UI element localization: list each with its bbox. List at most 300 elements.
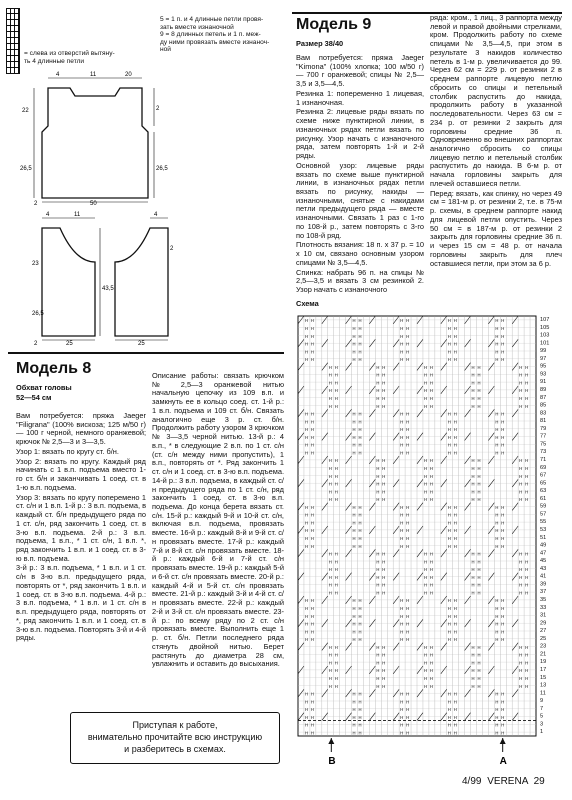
stitch-symbol: H [429, 403, 433, 409]
stitch-symbol: H [495, 419, 499, 425]
model9-column-1 [296, 54, 424, 296]
stitch-symbol: H [304, 427, 308, 433]
stitch-symbol: H [495, 621, 499, 627]
stitch-symbol: H [310, 629, 314, 635]
stitch-symbol: H [495, 699, 499, 705]
stitch-symbol: H [382, 644, 386, 650]
stitch-symbol: H [423, 396, 427, 401]
stitch-symbol: H [328, 660, 332, 666]
stitch-symbol: H [447, 707, 451, 713]
stitch-symbol: H [447, 629, 451, 635]
stitch-symbol: H [519, 458, 523, 464]
stitch-symbol: H [453, 730, 457, 736]
stitch-symbol: H [304, 450, 308, 456]
stitch-symbol: H [495, 637, 499, 643]
stitch-symbol: H [352, 707, 356, 713]
stitch-symbol: H [334, 567, 338, 573]
stitch-symbol: H [310, 606, 314, 611]
stitch-symbol: H [429, 590, 433, 596]
stitch-symbol: H [471, 466, 475, 471]
stitch-symbol: H [310, 699, 314, 705]
stitch-symbol: H [382, 590, 386, 596]
stitch-symbol: H [471, 676, 475, 681]
stitch-symbol: H [376, 676, 380, 681]
stitch-symbol: H [334, 388, 338, 394]
stitch-symbol: H [501, 707, 505, 713]
stitch-symbol: H [519, 380, 523, 386]
stitch-symbol: H [447, 318, 451, 324]
stitch-symbol: H [358, 528, 362, 534]
stitch-symbol: H [310, 341, 314, 347]
stitch-symbol: H [406, 613, 410, 619]
stitch-symbol: H [423, 567, 427, 573]
stitch-symbol: H [352, 434, 356, 440]
stitch-symbol: H [525, 644, 529, 650]
stitch-symbol: H [382, 497, 386, 503]
stitch-symbol: H [352, 691, 356, 697]
stitch-symbol: H [495, 528, 499, 534]
stitch-symbol: H [304, 606, 308, 611]
stitch-symbol: H [423, 388, 427, 394]
dim-label: 43,5 [102, 286, 114, 292]
note-line: ть 4 длинные петли [24, 57, 85, 65]
stitch-symbol: H [382, 559, 386, 565]
stitch-symbol: H [400, 629, 404, 635]
stitch-symbol: H [334, 644, 338, 650]
stitch-symbol: H [495, 411, 499, 417]
stitch-symbol: H [352, 543, 356, 549]
paragraph: Вам потребуется: пряжа Jaeger "Kimona" (100% хлопка; 100 м/50 г) — 700 г оранжевой; спицы № 2,5—3,5 и 3,5—4,5. [296, 53, 424, 89]
dim-label: 11 [74, 212, 81, 218]
stitch-symbol: H [406, 598, 410, 604]
dim-label: 11 [90, 72, 97, 78]
stitch-symbol: H [447, 730, 451, 736]
stitch-symbol: H [429, 458, 433, 464]
stitch-symbol: H [406, 621, 410, 627]
stitch-symbol: H [352, 730, 356, 736]
row-number: 77 [540, 433, 547, 440]
note-line: ной [160, 46, 171, 54]
stitch-symbol: H [519, 676, 523, 681]
stitch-symbol: H [310, 714, 314, 720]
stitch-symbol: H [471, 364, 475, 370]
stitch-symbol: H [358, 411, 362, 417]
stitch-symbol: H [382, 466, 386, 471]
stitch-symbol: H [352, 504, 356, 510]
stitch-symbol: H [429, 473, 433, 479]
stitch-symbol: H [358, 629, 362, 635]
stitch-symbol: H [429, 676, 433, 681]
arrow-a-label: A [499, 756, 507, 767]
stitch-symbol: H [447, 520, 451, 526]
stitch-symbol: H [400, 722, 404, 728]
stitch-symbol: H [310, 536, 314, 541]
stitch-symbol: H [477, 551, 481, 557]
stitch-symbol: H [429, 668, 433, 674]
stitch-symbol: H [334, 683, 338, 689]
stitch-symbol: H [519, 652, 523, 658]
stitch-symbol: H [501, 341, 505, 347]
stitch-symbol: H [358, 341, 362, 347]
row-number: 27 [540, 628, 547, 635]
stitch-symbol: H [495, 450, 499, 456]
stitch-symbol: H [334, 582, 338, 588]
stitch-symbol: H [310, 434, 314, 440]
stitch-symbol: H [328, 574, 332, 580]
stitch-symbol: H [352, 333, 356, 339]
stitch-symbol: H [304, 730, 308, 736]
stitch-symbol: H [304, 349, 308, 355]
stitch-symbol: H [447, 450, 451, 456]
dim-label: 2 [156, 106, 160, 112]
stitch-symbol: H [400, 442, 404, 448]
stitch-symbol: H [477, 380, 481, 386]
row-number: 43 [540, 565, 547, 572]
stitch-symbol: H [310, 318, 314, 324]
stitch-symbol: H [501, 637, 505, 643]
stitch-symbol: H [447, 504, 451, 510]
stitch-symbol: H [525, 559, 529, 565]
stitch-symbol: H [406, 629, 410, 635]
stitch-symbol: H [495, 333, 499, 339]
paragraph: Плотность вязания: 18 п. х 37 р. = 10 х 10 см, связано основным узором спицами № 3,5—4,5. [296, 240, 424, 267]
row-number: 85 [540, 402, 547, 409]
stitch-symbol: H [501, 427, 505, 433]
stitch-symbol: H [501, 512, 505, 518]
row-number: 51 [540, 534, 547, 541]
stitch-symbol: H [519, 466, 523, 471]
stitch-symbol: H [453, 318, 457, 324]
stitch-symbol: H [358, 442, 362, 448]
stitch-symbol: H [525, 590, 529, 596]
stitch-symbol: H [406, 536, 410, 541]
stitch-symbol: H [382, 567, 386, 573]
row-number: 33 [540, 604, 547, 611]
stitch-symbol: H [358, 326, 362, 331]
dim-label: 2 [34, 341, 38, 347]
stitch-symbol: H [447, 528, 451, 534]
model9-title: Модель 9 [296, 16, 372, 33]
stitch-symbol: H [358, 450, 362, 456]
row-number: 67 [540, 472, 547, 479]
stitch-symbol: H [447, 434, 451, 440]
stitch-symbol: H [304, 520, 308, 526]
paragraph: Узор 3: вязать по кругу поперемено 1 ст. с/н и 1 в.п. 1-й р.: 3 в.п. подъема, в каждый ст. б/н предыдущего ряда по 1 ст. с/н, ряд закончить 1 соед. ст. в 3-ю в.п. подъема. 2-й р.: 3 в.п. подъема, 1 в.п., * 1 ст. с/н, 1 в.п. *, ряд закончить 1 в.п. и 1 соед. ст. в 3-ю в.п. подъема. [16, 492, 147, 563]
dim-label: 2 [34, 201, 38, 207]
stitch-symbol: H [453, 349, 457, 355]
stitch-symbol: H [495, 512, 499, 518]
stitch-symbol: H [447, 341, 451, 347]
paragraph: Узор 1: вязать по кругу ст. б/н. [16, 446, 119, 456]
stitch-symbol: H [477, 668, 481, 674]
stitch-symbol: H [334, 574, 338, 580]
stitch-symbol: H [525, 481, 529, 487]
stitch-symbol: H [382, 458, 386, 464]
stitch-symbol: H [352, 598, 356, 604]
stitch-symbol: H [495, 543, 499, 549]
stitch-symbol: H [376, 551, 380, 557]
stitch-symbol: H [495, 691, 499, 697]
stitch-symbol: H [304, 707, 308, 713]
stitch-symbol: H [358, 520, 362, 526]
stitch-symbol: H [400, 543, 404, 549]
stitch-symbol: H [304, 543, 308, 549]
stitch-symbol: H [453, 512, 457, 518]
stitch-symbol: H [406, 707, 410, 713]
row-number: 21 [540, 651, 547, 658]
stitch-symbol: H [328, 652, 332, 658]
stitch-symbol: H [310, 357, 314, 363]
stitch-symbol: H [304, 613, 308, 619]
stitch-symbol: H [310, 528, 314, 534]
stitch-symbol: H [501, 419, 505, 425]
stitch-symbol: H [477, 396, 481, 401]
stitch-symbol: H [328, 567, 332, 573]
stitch-symbol: H [376, 403, 380, 409]
stitch-symbol: H [376, 652, 380, 658]
stitch-symbol: H [310, 442, 314, 448]
row-number: 101 [540, 340, 550, 347]
dim-label: 4 [56, 72, 60, 78]
stitch-symbol: H [328, 388, 332, 394]
stitch-symbol: H [328, 676, 332, 681]
stitch-symbol: H [358, 598, 362, 604]
stitch-symbol: H [328, 683, 332, 689]
stitch-symbol: H [477, 403, 481, 409]
stitch-symbol: H [501, 411, 505, 417]
stitch-symbol: H [304, 691, 308, 697]
stitch-symbol: H [310, 450, 314, 456]
stitch-symbol: H [525, 497, 529, 503]
dim-label: 26,5 [32, 311, 44, 317]
row-number: 73 [540, 449, 547, 456]
stitch-symbol: H [453, 357, 457, 363]
stitch-symbol: H [304, 333, 308, 339]
stitch-symbol: H [477, 466, 481, 471]
stitch-symbol: H [334, 497, 338, 503]
stitch-symbol: H [519, 489, 523, 495]
row-number: 59 [540, 503, 547, 510]
stitch-symbol: H [400, 357, 404, 363]
stitch-symbol: H [525, 551, 529, 557]
stitch-symbol: H [352, 613, 356, 619]
stitch-symbol: H [453, 722, 457, 728]
dim-label: 50 [90, 201, 97, 207]
stitch-symbol: H [310, 427, 314, 433]
stitch-symbol: H [519, 388, 523, 394]
row-number: 37 [540, 589, 547, 596]
stitch-symbol: H [376, 458, 380, 464]
stitch-symbol: H [519, 683, 523, 689]
stitch-symbol: H [400, 613, 404, 619]
stitch-symbol: H [382, 489, 386, 495]
stitch-symbol: H [328, 668, 332, 674]
stitch-symbol: H [358, 357, 362, 363]
stitch-symbol: H [495, 629, 499, 635]
stitch-symbol: H [406, 318, 410, 324]
stitch-symbol: H [525, 364, 529, 370]
row-number: 99 [540, 348, 547, 355]
stitch-symbol: H [477, 458, 481, 464]
stitch-symbol: H [429, 582, 433, 588]
dim-label: 4 [154, 212, 158, 218]
stitch-symbol: H [423, 458, 427, 464]
stitch-symbol: H [382, 551, 386, 557]
stitch-symbol: H [334, 396, 338, 401]
stitch-symbol: H [334, 380, 338, 386]
stitch-symbol: H [423, 582, 427, 588]
stitch-symbol: H [406, 450, 410, 456]
stitch-symbol: H [406, 442, 410, 448]
stitch-symbol: H [358, 333, 362, 339]
stitch-symbol: H [423, 466, 427, 471]
stitch-symbol: H [495, 598, 499, 604]
row-number: 31 [540, 612, 547, 619]
note-line: 9 = 8 длинных петель и 1 п. меж- [160, 31, 261, 39]
knitting-scheme [294, 312, 562, 772]
stitch-symbol: H [406, 341, 410, 347]
stitch-symbol: H [525, 473, 529, 479]
stitch-symbol: H [423, 481, 427, 487]
stitch-symbol: H [304, 629, 308, 635]
stitch-symbol: H [495, 606, 499, 611]
paragraph: Перед: вязать, как спинку, но через 49 см = 181-м р. от резинки 2, т.е. в 75-м р. схемы, в среднем раппорте накид для лицевой петли опустить. Через 50 см = в 187-м р. от резинки 2 закрыть для горловины средние 36 п. и через 15 см = 48 р. от начала горловины закрыть для плеч оставшиеся петли, при этом за 6 р. [430, 188, 562, 268]
stitch-symbol: H [453, 411, 457, 417]
stitch-symbol: H [471, 652, 475, 658]
stitch-symbol: H [447, 613, 451, 619]
stitch-symbol: H [304, 326, 308, 331]
stitch-symbol: H [406, 504, 410, 510]
stitch-symbol: H [447, 442, 451, 448]
stitch-symbol: H [406, 333, 410, 339]
stitch-symbol: H [334, 590, 338, 596]
stitch-symbol: H [471, 372, 475, 378]
stitch-symbol: H [525, 372, 529, 378]
stitch-symbol: H [429, 372, 433, 378]
row-number: 93 [540, 371, 547, 378]
stitch-symbol: H [352, 621, 356, 627]
stitch-symbol: H [376, 380, 380, 386]
stitch-symbol: H [525, 466, 529, 471]
stitch-symbol: H [429, 559, 433, 565]
stitch-symbol: H [376, 372, 380, 378]
row-number: 41 [540, 573, 547, 580]
stitch-symbol: H [310, 730, 314, 736]
stitch-symbol: H [447, 349, 451, 355]
row-number: 15 [540, 674, 547, 681]
paragraph: Описание работы: связать крючком № 2,5—3 оранжевой нитью начальную цепочку из 109 в.п. и замкнуть ее в кольцо соед. ст. 1-й р.: 1 в.п. подъема и 109 ст. б/н. Связать аналогично еще 3 р. ст. б/н. Продолжить работу узором 3 крючком № 3—3,5 черной нитью. 13-й р.: 4 в.п., * в следующие 2 в.п. по 1 ст. с/н (ст. с/н между ними пропустить), 1 в.п., повторять от *. Ряд закончить 1 ст. с/н и 1 соед. ст. в 3-ю в.п. подъема. 14-й р.: 3 в.п. подъема, в каждый ст. с/н предыдущего ряда по 1 ст. с/н, ряд закончить 1 соед. ст. в 3-ю в.п. подъема. До конца берета вязать ст. с/н. 15-й р.: каждый 9-й и 10-й ст. с/н, включая в.п. подъема, провязать вместе. 16-й р.: каждый 8-й и 9-й ст. с/н провязать вместе. 17-й р.: каждый 7-й и 8-й ст. с/н провязать вместе. 18-й р.: каждый 6-й и 7-й ст. с/н провязать вместе. 19-й р.: каждый 5-й и 6-й ст. с/н провязать вместе. 20-й р.: каждый 4-й и 5-й ст. с/н провязать вместе. 21-й р.: каждый 3-й и 4-й ст. с/н провязать вместе. 22-й р.: каждый 2-й и 3-й ст. с/н провязать вместе. 23-й р.: по всему ряду по 2 ст. с/н провязать вместе. Выполнить еще 1 р. ст. б/н. Петли последнего ряда стянуть двойной нитью. Берет растянуть до диаметра 28 см, увлажнить и оставить до высыхания. [152, 371, 284, 669]
stitch-symbol: H [310, 691, 314, 697]
row-number: 49 [540, 542, 547, 549]
stitch-symbol: H [447, 427, 451, 433]
note-arrow [24, 50, 144, 65]
stitch-symbol: H [358, 714, 362, 720]
stitch-symbol: H [501, 621, 505, 627]
row-number: 35 [540, 597, 547, 603]
stitch-symbol: H [376, 660, 380, 666]
stitch-symbol: H [352, 419, 356, 425]
page-footer [462, 776, 545, 787]
stitch-symbol: H [447, 598, 451, 604]
stitch-symbol: H [334, 473, 338, 479]
note-line: = слева из отверстий вытяну- [24, 50, 115, 57]
stitch-symbol: H [501, 349, 505, 355]
stitch-symbol: H [328, 364, 332, 370]
stitch-symbol: H [352, 536, 356, 541]
stitch-symbol: H [334, 489, 338, 495]
stitch-symbol: H [519, 551, 523, 557]
dim-label: 20 [125, 72, 132, 78]
stitch-symbol: H [352, 357, 356, 363]
stitch-symbol: H [334, 458, 338, 464]
dim-label: 2 [170, 246, 174, 252]
stitch-symbol: H [525, 567, 529, 573]
divider [8, 352, 284, 354]
stitch-symbol: H [406, 528, 410, 534]
stitch-symbol: H [429, 652, 433, 658]
stitch-symbol: H [400, 536, 404, 541]
stitch-symbol: H [471, 396, 475, 401]
stitch-symbol: H [328, 489, 332, 495]
stitch-symbol: H [495, 714, 499, 720]
stitch-symbol: H [310, 613, 314, 619]
stitch-symbol: H [376, 466, 380, 471]
stitch-symbol: H [429, 644, 433, 650]
stitch-symbol: H [501, 691, 505, 697]
stitch-symbol: H [328, 559, 332, 565]
arrow-b-label: B [328, 756, 336, 767]
stitch-symbol: H [304, 637, 308, 643]
row-number: 87 [540, 394, 547, 401]
stitch-symbol: H [447, 419, 451, 425]
stitch-symbol: H [453, 341, 457, 347]
dim-label: 25 [138, 341, 145, 347]
stitch-symbol: H [358, 637, 362, 643]
stitch-symbol: H [400, 411, 404, 417]
stitch-symbol: H [358, 427, 362, 433]
stitch-symbol: H [519, 559, 523, 565]
stitch-symbol: H [328, 396, 332, 401]
stitch-symbol: H [376, 668, 380, 674]
stitch-symbol: H [382, 403, 386, 409]
stitch-symbol: H [352, 520, 356, 526]
stitch-symbol: H [495, 722, 499, 728]
stitch-symbol: H [453, 613, 457, 619]
arrow-b-icon [328, 738, 334, 744]
stitch-symbol: H [310, 411, 314, 417]
stitch-symbol: H [358, 621, 362, 627]
stitch-symbol: H [429, 683, 433, 689]
row-number: 57 [540, 511, 547, 518]
stitch-symbol: H [453, 504, 457, 510]
stitch-symbol: H [328, 481, 332, 487]
stitch-symbol: H [358, 707, 362, 713]
stitch-symbol: H [382, 380, 386, 386]
stitch-symbol: H [519, 644, 523, 650]
stitch-symbol: H [310, 512, 314, 518]
stitch-symbol: H [400, 512, 404, 518]
stitch-symbol: H [358, 606, 362, 611]
paragraph: ряда: кром., 1 лиц., 3 раппорта между левой и правой двойными стрелками, кром. Продолжить работу по схеме спицами № 3,5—4,5, при этом в результате 3 накидов количество петель в 1-м р. увеличивается до 99. Через 62 см = 229 р. от резинки 2 в среднем раппорте лицевую петлю сбросить со спицы и петельный столбик распустить до накида, продолжить работу в указанной последовательности. Через 63 см = 234 р. от резинки 2 закрыть для горловины средние 36 п. Одновременно во внешних раппортах аналогично сбросить со спицы лицевую петлю и петельный столбик распустить до накида. В 6-м р. от начала горловины закрыть для плечей оставшиеся петли. [430, 13, 562, 188]
stitch-symbol: H [310, 598, 314, 604]
stitch-symbol: H [358, 318, 362, 324]
row-number: 105 [540, 324, 550, 331]
notice-box [70, 712, 280, 764]
stitch-symbol: H [501, 613, 505, 619]
stitch-symbol: H [501, 318, 505, 324]
stitch-symbol: H [328, 403, 332, 409]
stitch-symbol: H [477, 497, 481, 503]
